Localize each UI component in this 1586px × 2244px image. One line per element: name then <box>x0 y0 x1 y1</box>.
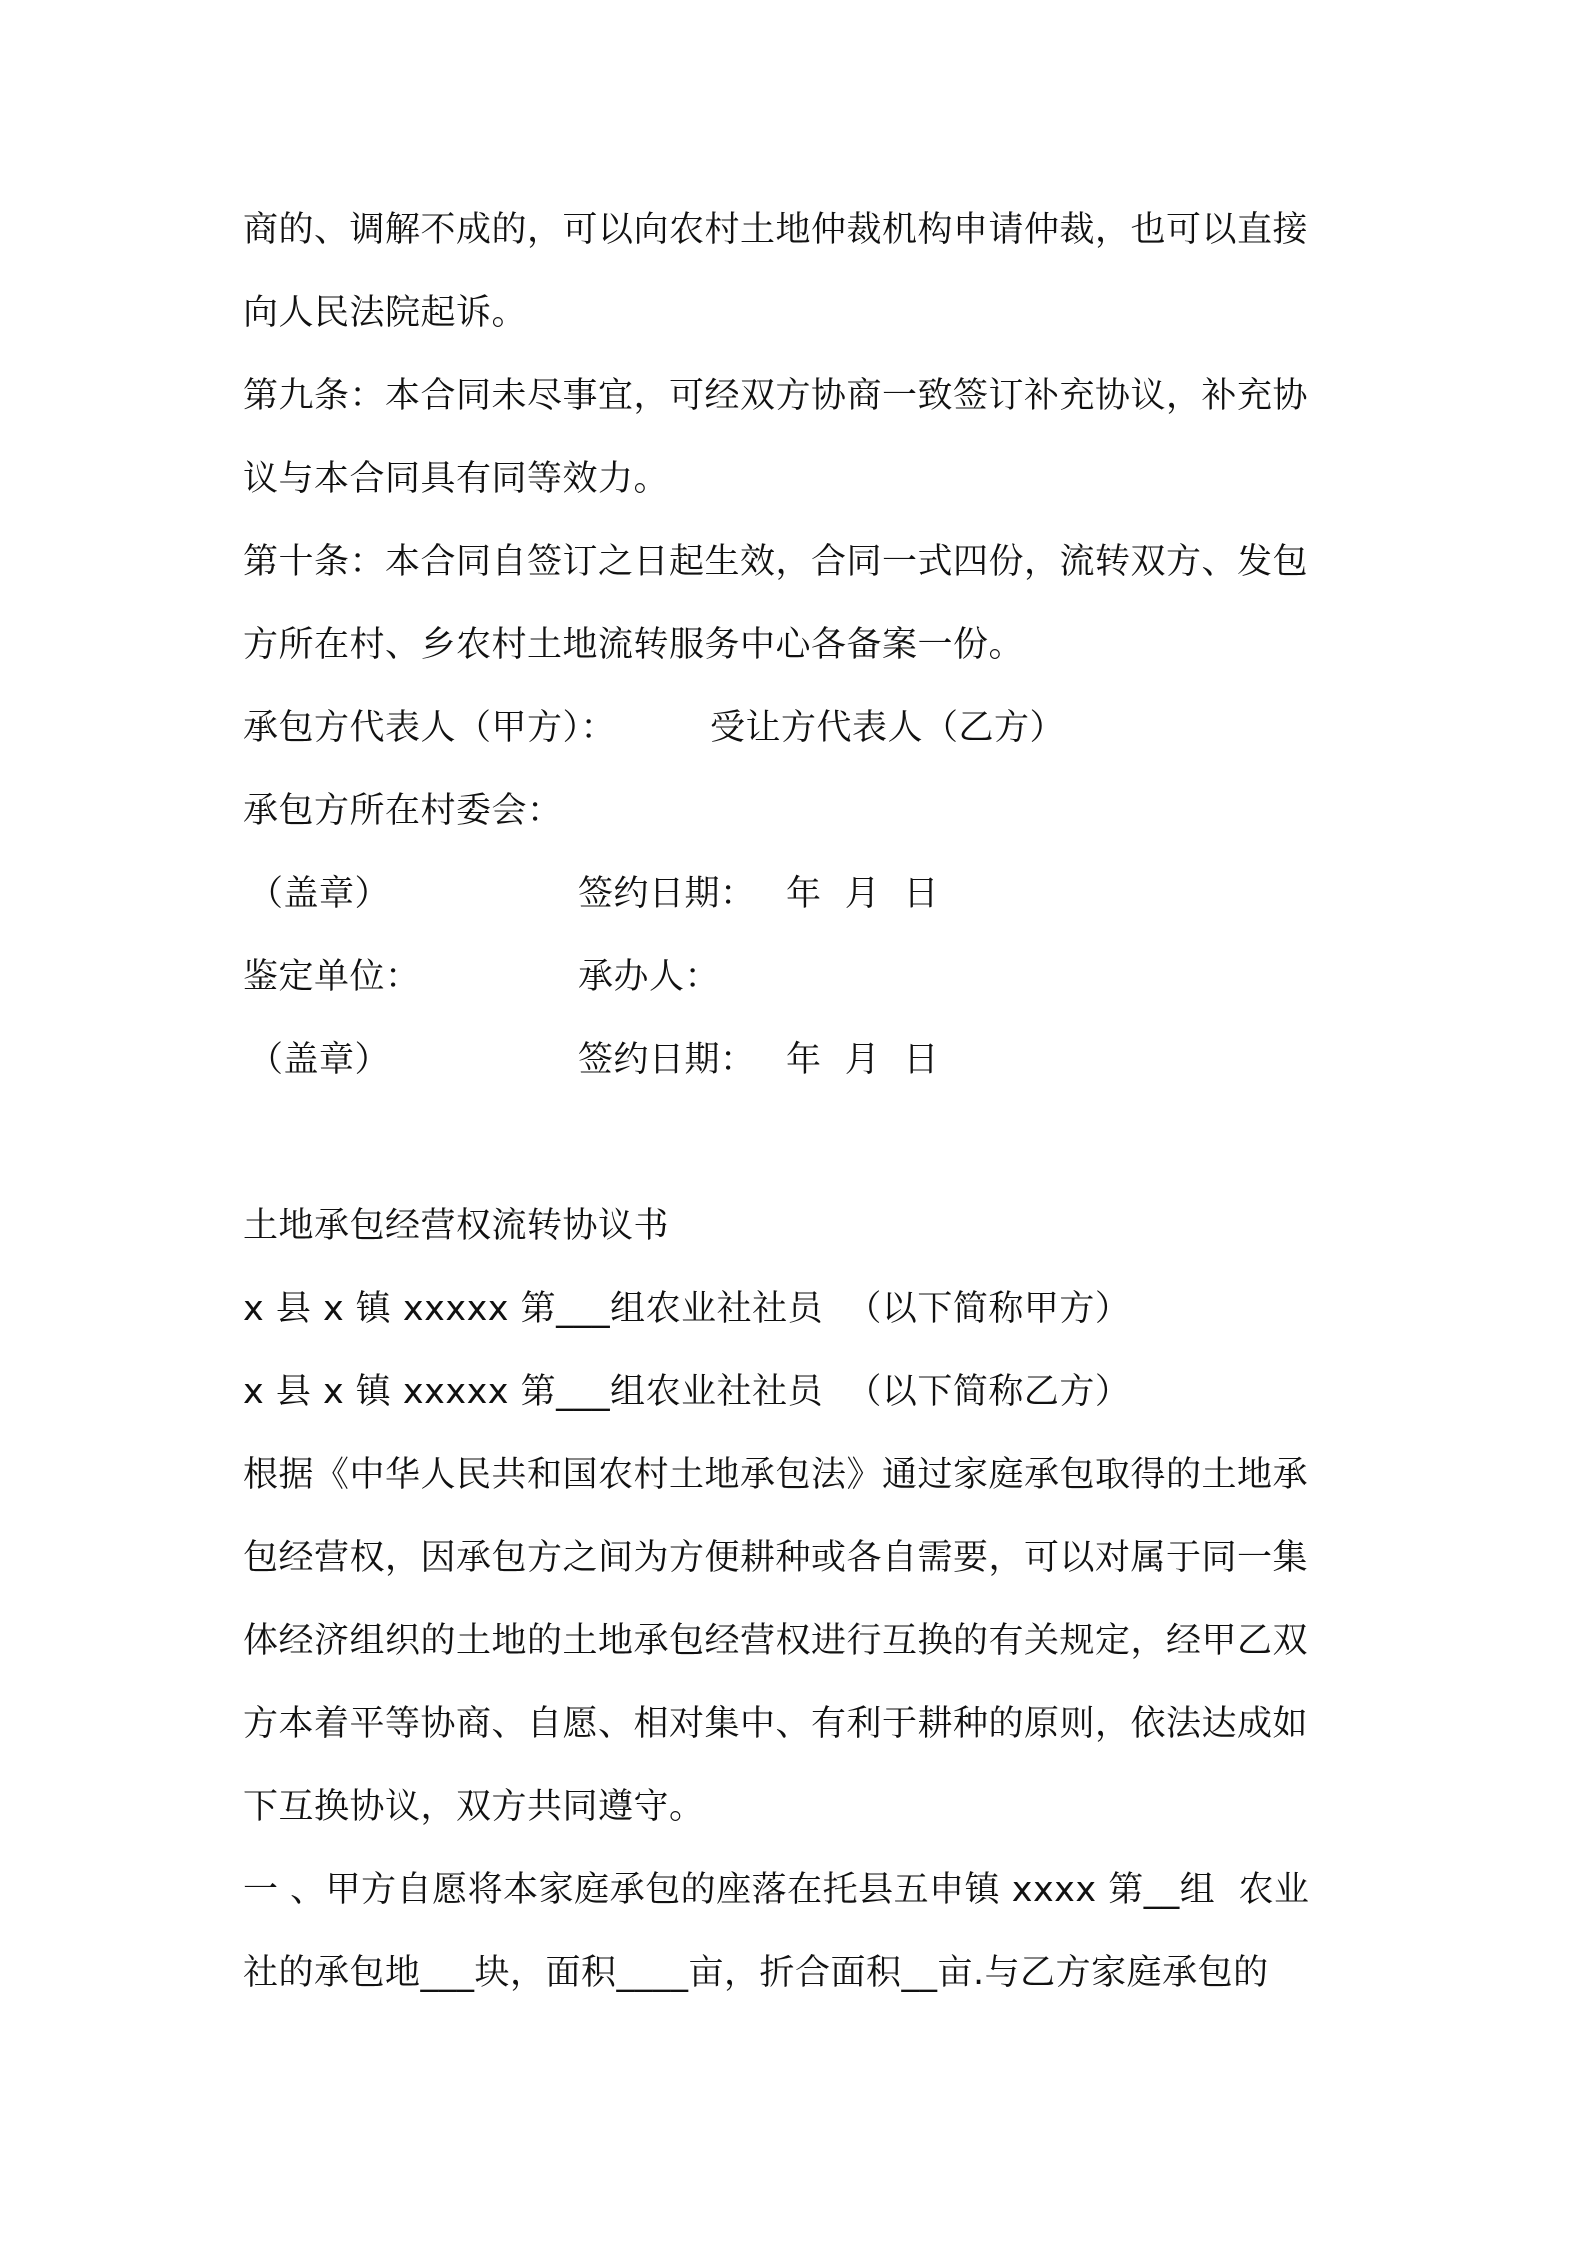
agreement-clause-one-line: 一 、甲方自愿将本家庭承包的座落在托县五申镇 xxxx 第__组 农业 <box>243 1870 1310 1910</box>
seal-label: （盖章） <box>248 874 391 914</box>
agreement-body-line: 包经营权，因承包方之间为方便耕种或各自需要，可以对属于同一集 <box>243 1538 1309 1578</box>
handler-label: 承办人： <box>578 957 721 997</box>
article-nine-line: 议与本合同具有同等效力。 <box>243 459 670 499</box>
agreement-title: 土地承包经营权流转协议书 <box>243 1206 670 1246</box>
appraisal-unit-label: 鉴定单位： <box>243 957 421 997</box>
paragraph-line: 商的、调解不成的，可以向农村土地仲裁机构申请仲裁，也可以直接 <box>243 210 1309 250</box>
party-a-line: x 县 x 镇 xxxxx 第___组农业社社员 （以下简称甲方） <box>243 1289 1131 1329</box>
article-nine-line: 第九条：本合同未尽事宜，可经双方协商一致签订补充协议，补充协 <box>243 376 1309 416</box>
agreement-body-line: 体经济组织的土地的土地承包经营权进行互换的有关规定，经甲乙双 <box>243 1621 1309 1661</box>
agreement-body-line: 根据《中华人民共和国农村土地承包法》通过家庭承包取得的土地承 <box>243 1455 1309 1495</box>
date-fields: 年 月 日 <box>786 874 940 914</box>
party-b-line: x 县 x 镇 xxxxx 第___组农业社社员 （以下简称乙方） <box>243 1372 1131 1412</box>
article-ten-line: 方所在村、乡农村土地流转服务中心各备案一份。 <box>243 625 1025 665</box>
agreement-clause-one-line: 社的承包地___块，面积____亩，折合面积__亩.与乙方家庭承包的 <box>243 1953 1269 1993</box>
party-a-rep-label: 承包方代表人（甲方）： <box>243 708 617 748</box>
article-ten-line: 第十条：本合同自签订之日起生效，合同一式四份，流转双方、发包 <box>243 542 1309 582</box>
agreement-body-line: 下互换协议，双方共同遵守。 <box>243 1787 705 1827</box>
date-fields: 年 月 日 <box>786 1040 940 1080</box>
paragraph-line: 向人民法院起诉。 <box>243 293 528 333</box>
agreement-body-line: 方本着平等协商、自愿、相对集中、有利于耕种的原则，依法达成如 <box>243 1704 1309 1744</box>
sign-date-label: 签约日期： <box>578 1040 756 1080</box>
sign-date-label: 签约日期： <box>578 874 756 914</box>
party-b-rep-label: 受让方代表人（乙方） <box>710 708 1066 748</box>
seal-label: （盖章） <box>248 1040 391 1080</box>
village-committee-label: 承包方所在村委会： <box>243 791 563 831</box>
